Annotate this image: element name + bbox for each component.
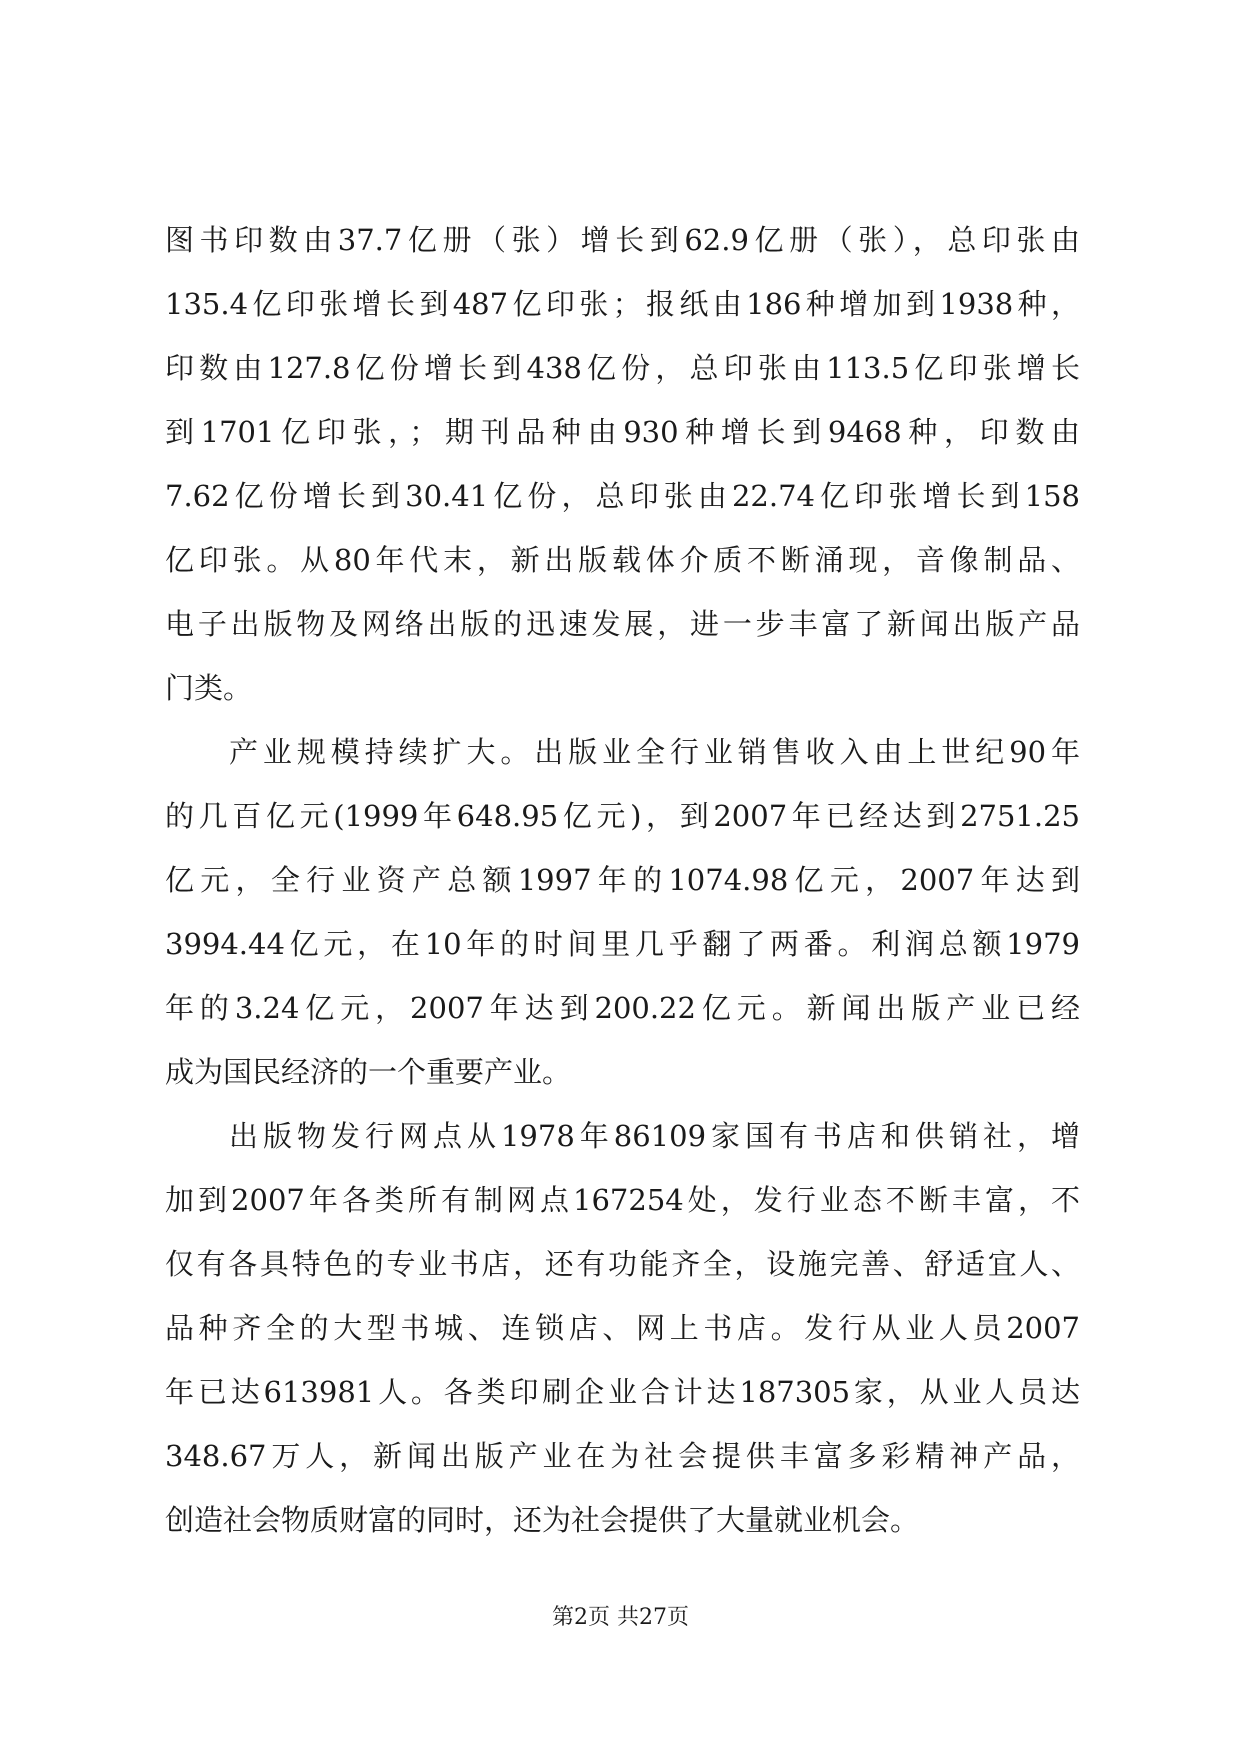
text-line: 年已达613981人。各类印刷企业合计达187305家，从业人员达 <box>165 1375 1080 1409</box>
text-line: 仅有各具特色的专业书店，还有功能齐全，设施完善、舒适宜人、 <box>165 1247 1080 1281</box>
paragraph-3 <box>165 1104 1080 1552</box>
text-line: 7.62亿份增长到30.41亿份，总印张由22.74亿印张增长到158 <box>165 479 1080 513</box>
text-line: 亿元，全行业资产总额1997年的1074.98亿元，2007年达到 <box>165 863 1080 897</box>
text-line: 的几百亿元(1999年648.95亿元)，到2007年已经达到2751.25 <box>165 799 1080 833</box>
text-line: 到1701亿印张，；期刊品种由930种增长到9468种，印数由 <box>165 415 1080 449</box>
text-line: 门类。 <box>165 671 253 705</box>
text-line: 加到2007年各类所有制网点167254处，发行业态不断丰富，不 <box>165 1183 1080 1217</box>
paragraph-1 <box>165 208 1080 720</box>
text-line: 品种齐全的大型书城、连锁店、网上书店。发行从业人员2007 <box>165 1311 1080 1345</box>
text-line: 亿印张。从80年代末，新出版载体介质不断涌现，音像制品、 <box>165 543 1080 577</box>
text-line: 135.4亿印张增长到487亿印张；报纸由186种增加到1938种， <box>165 287 1080 321</box>
text-line: 产业规模持续扩大。出版业全行业销售收入由上世纪90年 <box>229 735 1080 769</box>
document-body <box>165 208 1080 1552</box>
paragraph-2 <box>165 720 1080 1104</box>
text-line: 电子出版物及网络出版的迅速发展，进一步丰富了新闻出版产品 <box>165 607 1080 641</box>
text-line: 348.67万人，新闻出版产业在为社会提供丰富多彩精神产品， <box>165 1439 1080 1473</box>
text-line: 印数由127.8亿份增长到438亿份，总印张由113.5亿印张增长 <box>165 351 1080 385</box>
text-line: 出版物发行网点从1978年86109家国有书店和供销社，增 <box>229 1119 1080 1153</box>
page-number-footer: 第2页 共27页 <box>552 1605 689 1630</box>
text-line: 成为国民经济的一个重要产业。 <box>165 1055 572 1089</box>
text-line: 3994.44亿元，在10年的时间里几乎翻了两番。利润总额1979 <box>165 927 1080 961</box>
text-line: 年的3.24亿元，2007年达到200.22亿元。新闻出版产业已经 <box>165 991 1080 1025</box>
text-line: 图书印数由37.7亿册（张）增长到62.9亿册（张），总印张由 <box>165 223 1080 257</box>
text-line: 创造社会物质财富的同时，还为社会提供了大量就业机会。 <box>165 1503 920 1537</box>
